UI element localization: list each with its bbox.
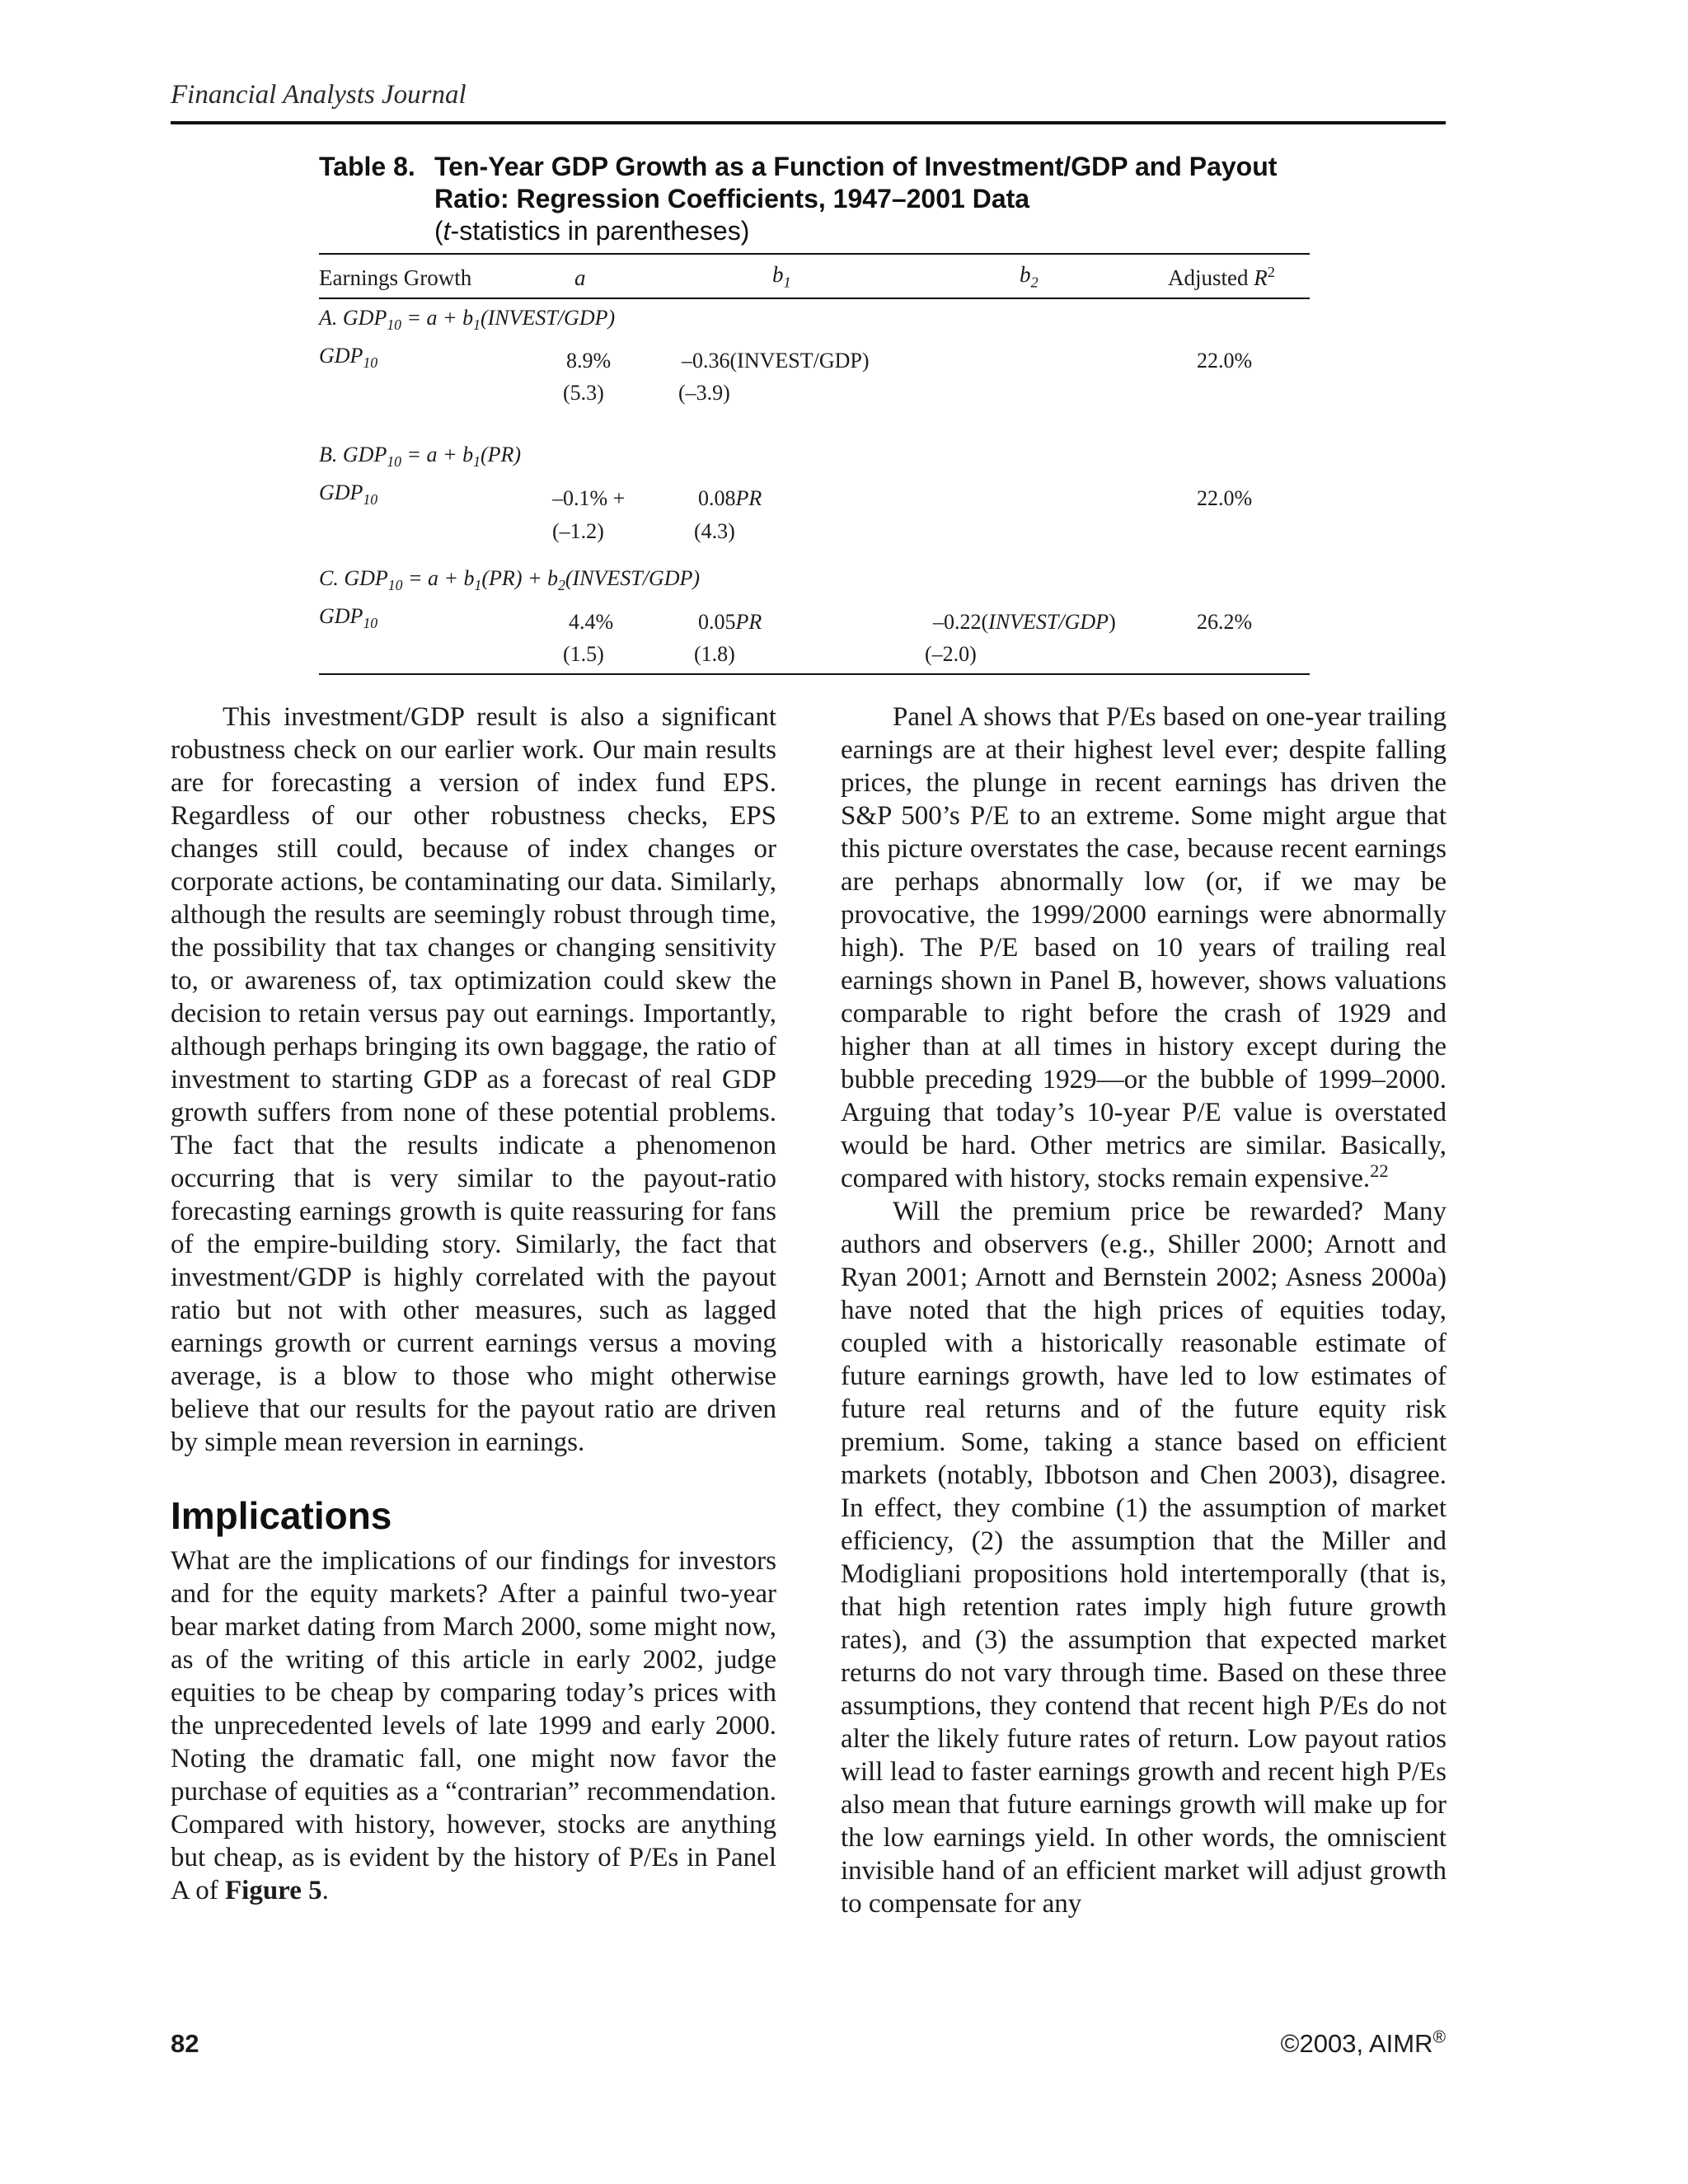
panel-c-row-label: $GDP_{10}$ (319, 604, 378, 632)
journal-title: Financial Analysts Journal (171, 80, 467, 110)
figure-5-reference: Figure 5 (225, 1876, 322, 1905)
panel-c-b2-value: –0.22(INVEST/GDP) (933, 610, 1116, 634)
panel-b-row-label: $GDP_{10}$ (319, 480, 378, 509)
table-note: (t-statistics in parentheses) (434, 216, 750, 246)
panel-b-b1-value: 0.08PR (698, 486, 762, 510)
left-column (171, 701, 776, 1907)
page-number: 82 (171, 2029, 199, 2058)
panel-a-row-label: $GDP_{10}$ (319, 344, 378, 372)
right-paragraph-2: Will the premium price be rewarded? Many authors and observers (e.g., Shiller 2000; Arnott and Ryan 2001; Arnott and Bernstein 2002; Asness 2000a) have noted that the high prices of equities today, coupled with a historically reasonable estimate of future earnings growth, have led to low estimates of future real returns and of the future equity risk premium. Some, taking a stance based on efficient markets (notably, Ibbotson and Chen 2003), disagree. In effect, they combine (1) the assumption of market efficiency, (2) the assumption that the Miller and Modigliani propositions hold intertemporally (that is, that high retention rates imply high future growth rates), and (3) the assumption that expected market returns do not vary through time. Based on these three assumptions, they contend that recent high P/Es do not alter the likely future rates of return. Low payout ratios will lead to faster earnings growth and recent high P/Es also mean that future earnings growth will make up for the low earnings yield. In other words, the omniscient invisible hand of an efficient market will adjust growth to compensate for any (841, 1197, 1447, 1919)
table-title-text1: Ten-Year GDP Growth as a Function of Investment/GDP and Payout (434, 152, 1278, 181)
left-paragraph-2: What are the implications of our findings for investors and for the equity markets? After a painful two-year bear market dating from March 2000, some might now, as of the writing of this article in early 2002, judge equities to be cheap by comparing today’s prices with the unprecedented levels of late 1999 and early 2000. Noting the dramatic fall, one might now favor the purchase of equities as a “contrarian” recommendation. Compared with history, however, stocks are anything but cheap, as is evident by the history of P/Es in Panel A of Figure 5. (171, 1546, 776, 1905)
right-paragraph-1: Panel A shows that P/Es based on one-year trailing earnings are at their highest level ever; despite falling prices, the plunge in recent earnings has driven the S&P 500’s P/E to an extreme. Some might argue that this picture overstates the case, because recent earnings are perhaps abnormally low (or, if we may be provocative, the 1999/2000 earnings were abnormally high). The P/E based on 10 years of trailing real earnings shown in Panel B, however, shows valuations comparable to right before the crash of 1929 and higher than at all times in history except during the bubble preceding 1929—or the bubble of 1999–2000. Arguing that today’s 10-year P/E value is overstated would be hard. Other metrics are similar. Basically, compared with history, stocks remain expensive.$^{22}$ (841, 702, 1447, 1193)
panel-c-b1-tstat: (1.8) (694, 642, 735, 666)
col-header-b1: $b_1$ (772, 262, 791, 291)
panel-c-equation: C. $GDP_{10} = a + b_1(PR)$ + $b_2(INVEST/GDP)$ (319, 566, 701, 594)
right-column (841, 701, 1447, 1920)
header-rule (171, 121, 1446, 124)
panel-a-r2-value: 22.0% (1197, 349, 1253, 373)
panel-b-a-value: –0.1% + (552, 486, 626, 510)
panel-a-b1-tstat: (–3.9) (678, 381, 730, 405)
table-title-line2: Ratio: Regression Coefficients, 1947–2001 Data (434, 184, 1030, 213)
col-header-earnings-growth: Earnings Growth (319, 265, 472, 290)
panel-b-equation: B. $GDP_{10} = a + b_1(PR)$ (319, 443, 522, 471)
panel-c-b2-tstat: (–2.0) (925, 642, 977, 666)
col-header-b2: $b_2$ (1020, 262, 1039, 291)
table-rule-top (319, 253, 1310, 255)
panel-c-a-tstat: (1.5) (563, 642, 604, 666)
table-rule-bottom (319, 673, 1310, 675)
panel-a-a-tstat: (5.3) (563, 381, 604, 405)
panel-c-r2-value: 26.2% (1197, 610, 1253, 634)
copyright: ©2003, AIMR® (1280, 2027, 1446, 2058)
table-title-line1 (319, 151, 1308, 183)
panel-b-b1-tstat: (4.3) (694, 519, 735, 543)
table-label: Table 8. (319, 152, 415, 181)
table-rule-header (319, 298, 1310, 299)
col-header-adjusted-r2: Adjusted $R^2$ (1168, 264, 1275, 290)
panel-b-a-tstat: (–1.2) (552, 519, 604, 543)
panel-a-b1-value: –0.36(INVEST/GDP) (682, 349, 870, 373)
panel-a-a-value: 8.9% (566, 349, 612, 373)
panel-c-a-value: 4.4% (569, 610, 614, 634)
footnote-22-marker: 22 (1370, 1160, 1389, 1181)
section-heading-implications: Implications (171, 1494, 392, 1537)
panel-c-b1-value: 0.05PR (698, 610, 762, 634)
left-paragraph-1: This investment/GDP result is also a significant robustness check on our earlier work. Our main results are for forecasting a version of index fund EPS. Regardless of our other robustness checks, EPS changes still could, because of index changes or corporate actions, be contaminating our data. Similarly, although the results are seemingly robust through time, the possibility that tax changes or changing sensitivity to, or awareness of, tax optimization could skew the decision to retain versus pay out earnings. Importantly, although perhaps bringing its own baggage, the ratio of investment to starting GDP as a forecast of real GDP growth suffers from none of these potential problems. The fact that the results indicate a phenomenon occurring that is very similar to the payout-ratio forecasting earnings growth is quite reassuring for fans of the empire-building story. Similarly, the fact that investment/GDP is highly correlated with the payout ratio but not with other measures, such as lagged earnings growth or current earnings versus a moving average, is a blow to those who might otherwise believe that our results for the payout ratio are driven by simple mean reversion in earnings. (171, 702, 776, 1457)
table-caption (319, 151, 1308, 247)
panel-a-equation: A. $GDP_{10} = a$ + $b_1(INVEST/GDP)$ (319, 306, 616, 334)
panel-b-r2-value: 22.0% (1197, 486, 1253, 510)
col-header-a: a (574, 265, 586, 290)
